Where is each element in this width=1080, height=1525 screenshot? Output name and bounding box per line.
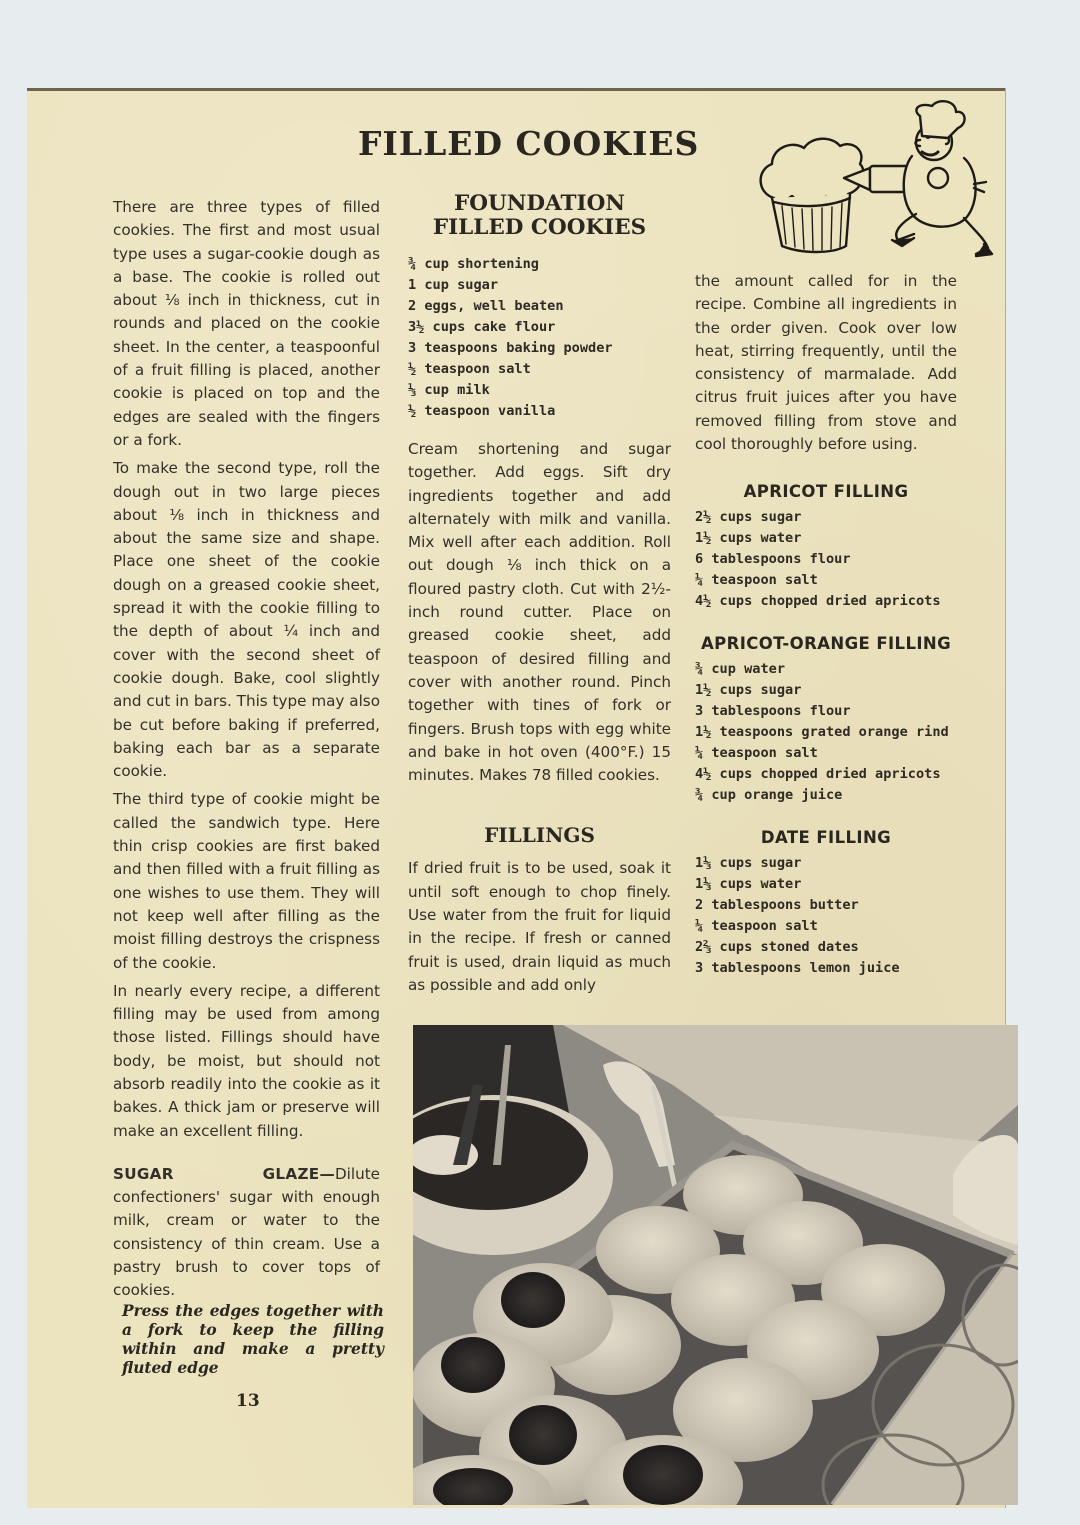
ingredient-item: 1 cup sugar (408, 277, 499, 293)
apricot-orange-filling-heading: APRICOT-ORANGE FILLING (700, 634, 952, 654)
ingredient-item: 2⅔ cups stoned dates (695, 939, 859, 956)
ingredient-item: 1⅓ cups sugar (695, 855, 802, 872)
apricot-orange-filling-ingredients (695, 659, 957, 806)
apricot-filling-heading: APRICOT FILLING (743, 482, 909, 502)
foundation-heading-line2: FILLED COOKIES (432, 215, 647, 240)
date-filling-heading: DATE FILLING (760, 828, 892, 848)
ingredient-item: ¼ teaspoon salt (695, 918, 818, 935)
intro-paragraph: In nearly every recipe, a different filling may be used from among those listed. Fillings should have body, be moist, but should not absorb readily into the cookie as it bakes. A thick jam or preserve will make an excellent filling. (113, 981, 380, 1140)
ingredient-item: 4½ cups chopped dried apricots (695, 766, 941, 783)
ingredient-item: 3½ cups cake flour (408, 319, 556, 335)
ingredient-item: 1½ cups water (695, 530, 802, 547)
ingredient-item: 1½ teaspoons grated orange rind (695, 724, 949, 741)
ingredient-item: ¾ cup water (695, 661, 786, 678)
ingredient-item: ¼ teaspoon salt (695, 745, 818, 762)
sugar-glaze-paragraph (113, 1163, 380, 1303)
ingredient-item: 3 tablespoons flour (695, 703, 851, 720)
photo-caption: Press the edges together with a fork to keep the filling within and make a pretty fluted edge (122, 1302, 384, 1377)
intro-paragraph: There are three types of filled cookies. The first and most usual type uses a sugar-cookie dough as a base. The cookie is rolled out about ⅛ inch in thickness, cut in rounds and placed on the cookie sheet. In the center, a teaspoonful of a fruit filling is placed, another cookie is placed on top and the edges are sealed with the fingers or a fork. (113, 198, 380, 449)
sugar-glaze-text: Dilute confectioners' sugar with enough milk, cream or water to the consistency of thin cream. Use a pastry brush to cover tops of cookies. (113, 1164, 380, 1300)
ingredient-item: 3 tablespoons lemon juice (695, 960, 900, 977)
ingredient-item: ¾ cup orange juice (695, 787, 843, 804)
foundation-column (408, 192, 671, 997)
sugar-glaze-lead: SUGAR GLAZE— (113, 1164, 335, 1183)
page-title: FILLED COOKIES (358, 124, 700, 163)
ingredient-item: 4½ cups chopped dried apricots (695, 593, 941, 610)
ingredient-item: ¼ teaspoon salt (695, 572, 818, 589)
ingredient-item: 3 teaspoons baking powder (408, 340, 613, 356)
date-filling-ingredients (695, 853, 957, 979)
apricot-filling-ingredients (695, 507, 957, 612)
ingredient-item: 1½ cups sugar (695, 682, 802, 699)
cookie-sheet-photo (413, 1025, 1018, 1505)
ingredient-item: ½ teaspoon vanilla (408, 403, 556, 419)
ingredient-item: ⅓ cup milk (408, 382, 490, 398)
ingredient-item: 6 tablespoons flour (695, 551, 851, 568)
foundation-heading (408, 192, 671, 240)
fillings-text-part2: the amount called for in the recipe. Combine all ingredients in the order given. Cook over low heat, stirring frequently, until the consistency of marmalade. Add citrus fruit juices after you have removed filling from stove and cool thoroughly before using. (695, 272, 957, 454)
fillings-text-part1: If dried fruit is to be used, soak it until soft enough to chop finely. Use water from the fruit for liquid in the recipe. If fresh or canned fruit is used, drain liquid as much as possible and add only (408, 859, 671, 994)
fillings-column (695, 270, 957, 979)
ingredient-item: 2½ cups sugar (695, 509, 802, 526)
ingredient-item: 2 tablespoons butter (695, 897, 859, 914)
ingredient-item: 2 eggs, well beaten (408, 298, 564, 314)
foundation-method: Cream shortening and sugar together. Add eggs. Sift dry ingredients together and add alternately with milk and vanilla. Mix well after each addition. Roll out dough ⅛ inch thick on a floured pastry cloth. Cut with 2½-inch round cutter. Place on greased cookie sheet, add teaspoon of desired filling and cover with another round. Pinch together with tines of fork or fingers. Brush tops with egg white and bake in hot oven (400°F.) 15 minutes. Makes 78 filled cookies. (408, 440, 671, 785)
foundation-ingredients (408, 254, 671, 422)
ingredient-item: ½ teaspoon salt (408, 361, 531, 377)
chef-illustration (752, 98, 1012, 258)
ingredient-item: ¾ cup shortening (408, 256, 539, 272)
page-number: 13 (236, 1391, 260, 1411)
ingredient-item: 1⅓ cups water (695, 876, 802, 893)
intro-column (113, 196, 380, 1303)
intro-paragraph: To make the second type, roll the dough out in two large pieces about ⅛ inch in thickness and about the same size and shape. Place one sheet of the cookie dough on a greased cookie sheet, spread it with the cookie filling to the depth of about ¼ inch and cover with the second sheet of cookie dough. Bake, cool slightly and cut in bars. This type may also be cut before baking if preferred, baking each bar as a separate cookie. (113, 459, 380, 781)
fillings-heading: FILLINGS (484, 823, 595, 848)
intro-paragraph: The third type of cookie might be called the sandwich type. Here thin crisp cookies are first baked and then filled with a fruit filling as one wishes to use them. They will not keep well after filling as the moist filling destroys the crispness of the cookie. (113, 790, 380, 972)
foundation-heading-line1: FOUNDATION (454, 191, 625, 216)
